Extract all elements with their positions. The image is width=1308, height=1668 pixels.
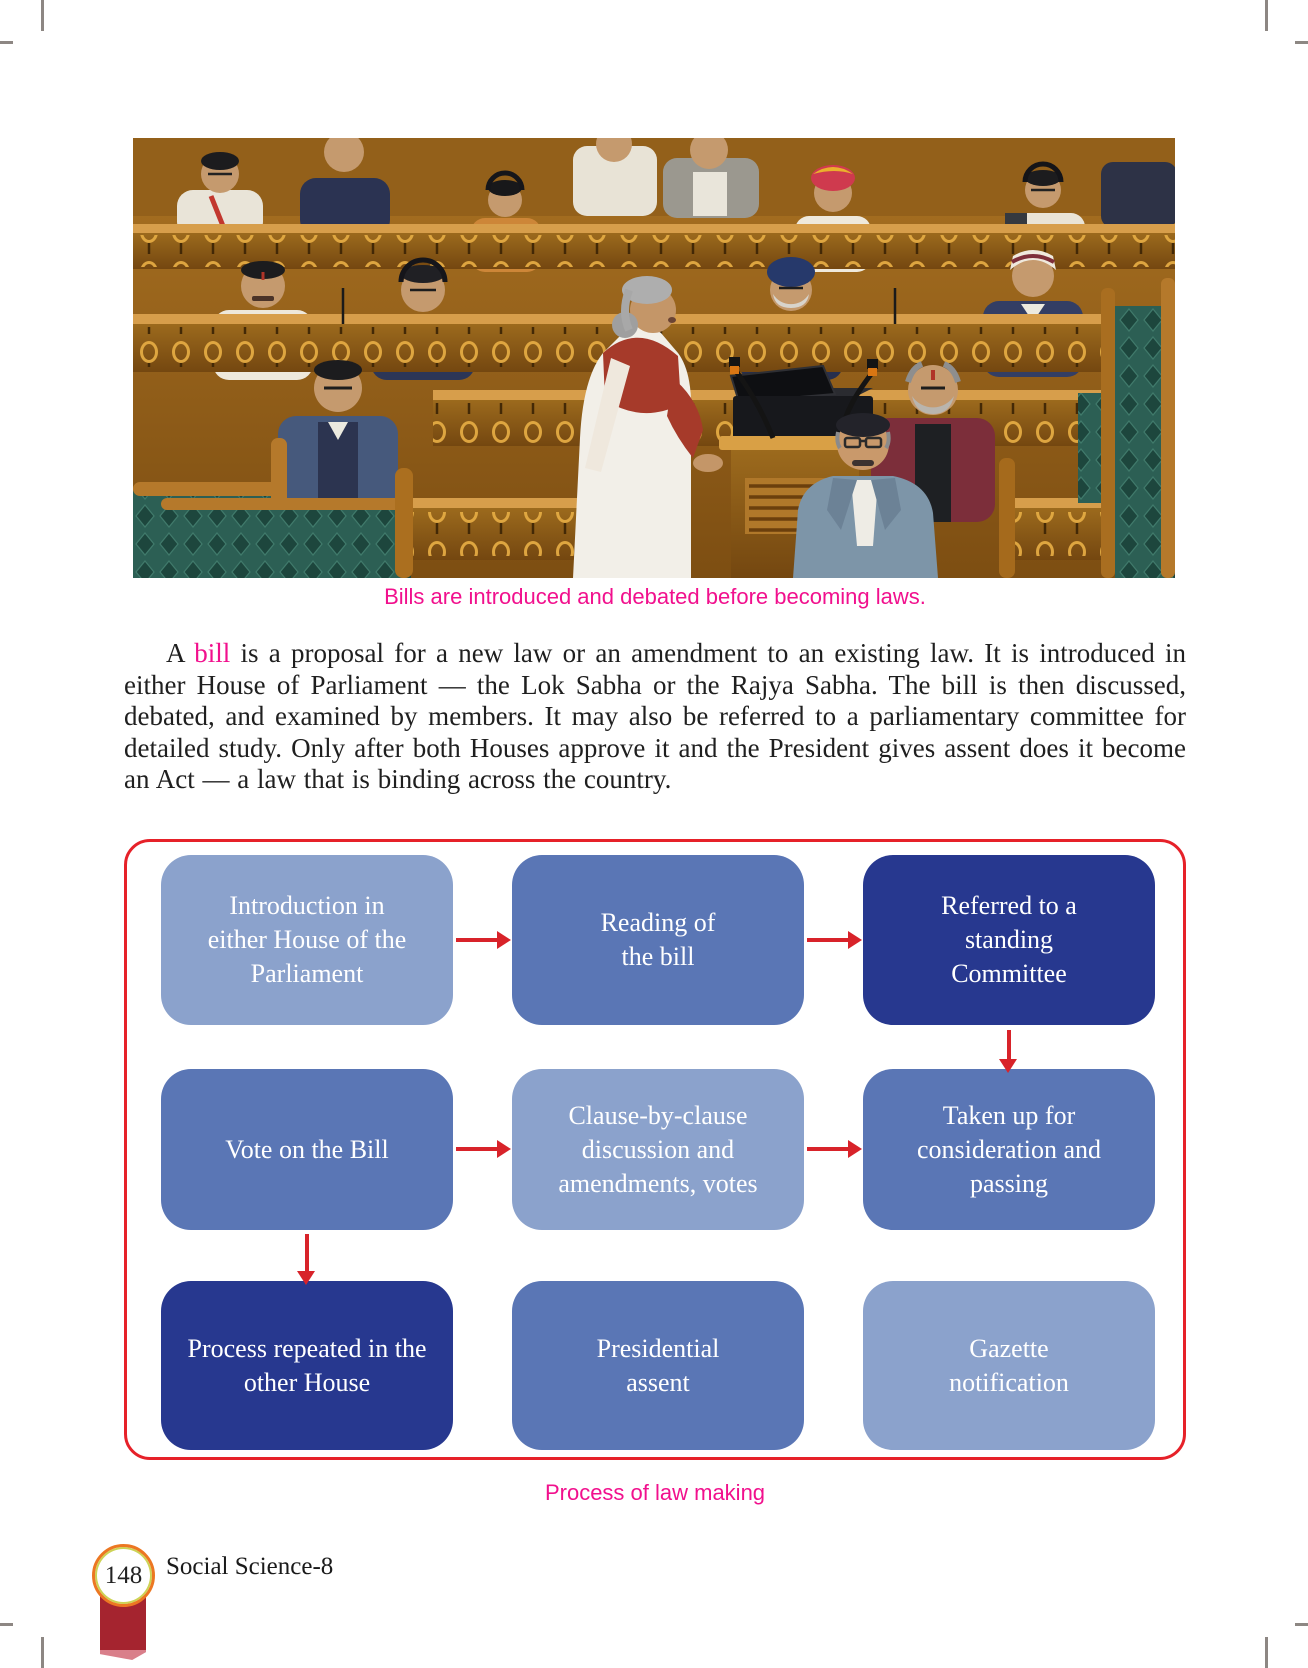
page-number-badge bbox=[92, 1544, 155, 1607]
flow-box-clause-discussion: Clause-by-clause discussion and amendments, votes bbox=[512, 1069, 804, 1230]
crop-mark-bottom-left bbox=[41, 1637, 44, 1668]
flow-box-presidential-assent: Presidential assent bbox=[512, 1281, 804, 1450]
flow-arrow-down-1 bbox=[1007, 1030, 1011, 1060]
crop-dash-top-right bbox=[1295, 41, 1308, 44]
crop-mark-top-right bbox=[1265, 0, 1268, 31]
paragraph-lead: A bbox=[166, 638, 195, 668]
flow-arrow-right-3 bbox=[456, 1147, 498, 1151]
paragraph-rest: is a proposal for a new law or an amendment to an existing law. It is introduced in either House of Parliament — the Lok Sabha or the Rajya Sabha. The bill is then discussed, debated, and examined by members. It may also be referred to a parliamentary committee for detailed study. Only after both Houses approve it and the President gives assent does it become an Act — a law that is binding across the country. bbox=[124, 638, 1186, 794]
crop-mark-bottom-right bbox=[1265, 1637, 1268, 1668]
figure-caption: Bills are introduced and debated before becoming laws. bbox=[384, 584, 926, 609]
flow-box-introduction: Introduction in either House of the Parliament bbox=[161, 855, 453, 1025]
flow-box-other-house: Process repeated in the other House bbox=[161, 1281, 453, 1450]
crop-mark-top-left bbox=[41, 0, 44, 31]
flow-box-vote: Vote on the Bill bbox=[161, 1069, 453, 1230]
flow-arrow-right-4 bbox=[807, 1147, 849, 1151]
page-number: 148 bbox=[104, 1561, 143, 1589]
flow-box-consideration: Taken up for consideration and passing bbox=[863, 1069, 1155, 1230]
crop-dash-bottom-right bbox=[1295, 1623, 1308, 1626]
flow-arrow-right-1 bbox=[456, 938, 498, 942]
flow-box-reading: Reading of the bill bbox=[512, 855, 804, 1025]
parliament-photo bbox=[133, 138, 1175, 578]
lawmaking-flowchart bbox=[124, 839, 1186, 1460]
flow-box-standing-committee: Referred to a standing Committee bbox=[863, 855, 1155, 1025]
flow-arrow-down-2 bbox=[305, 1234, 309, 1272]
flow-arrow-right-2 bbox=[807, 938, 849, 942]
crop-dash-top-left bbox=[0, 41, 13, 44]
book-title: Social Science-8 bbox=[166, 1553, 334, 1580]
term-bill: bill bbox=[194, 638, 231, 668]
crop-dash-bottom-left bbox=[0, 1623, 13, 1626]
body-paragraph bbox=[124, 638, 1186, 796]
parliament-scene bbox=[133, 138, 1175, 578]
flow-box-gazette: Gazette notification bbox=[863, 1281, 1155, 1450]
flowchart-caption: Process of law making bbox=[544, 1480, 766, 1505]
